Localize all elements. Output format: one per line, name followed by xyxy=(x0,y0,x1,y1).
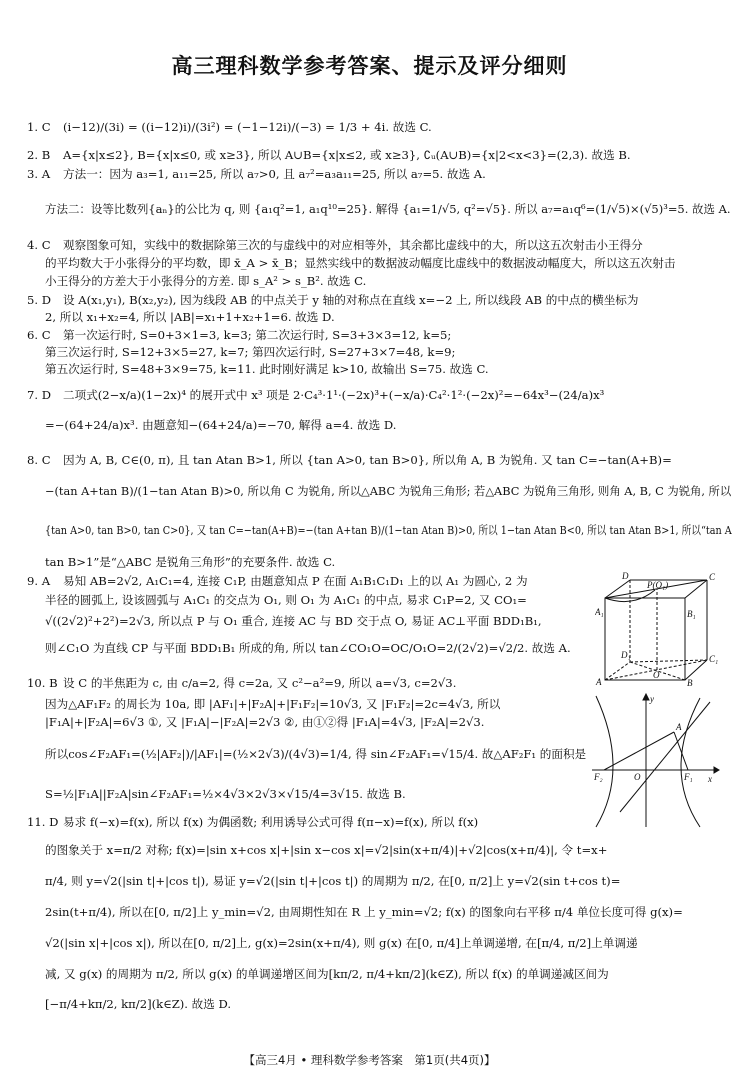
answer-text: √2(|sin x|+|cos x|), 所以在[0, π/2]上, g(x)=2sin(x+π/4), 则 g(x) 在[0, π/4]上单调递增, 在[π/4, π/2]上单调递 xyxy=(45,936,638,950)
question-number: 3. A xyxy=(27,167,51,181)
answer-line xyxy=(45,593,527,608)
answer-text: 易知 AB=2√2, A₁C₁=4, 连接 C₁P, 由题意知点 P 在面 A₁B₁C₁D₁ 上的以 A₁ 为圆心, 2 为 xyxy=(63,574,528,588)
answer-line xyxy=(45,787,406,802)
answer-line xyxy=(45,905,683,920)
answer-line xyxy=(45,555,335,570)
cube-label: C xyxy=(709,572,716,582)
axis-label-y: y xyxy=(650,694,654,704)
answer-line xyxy=(45,274,366,289)
answer-text: 2, 所以 x₁+x₂=4, 所以 |AB|=x₁+1+x₂+1=6. 故选 D. xyxy=(45,310,335,324)
answer-text: π/4, 则 y=√2(|sin t|+|cos t|), 易证 y=√2(|sin t|+|cos t|) 的周期为 π/2, 在[0, π/2]上 y=√2(sin t+cos t)= xyxy=(45,874,621,888)
asymptote xyxy=(620,702,710,812)
answer-text: 的平均数大于小张得分的平均数，即 x̄_A > x̄_B；显然实线中的数据波动幅度比虚线中的数据波动幅度大，所以这五次射击 xyxy=(45,256,676,270)
cube-label: B₁ xyxy=(687,609,696,619)
answer-line xyxy=(27,238,643,253)
answer-text: √((2√2)²+2²)=2√3, 所以点 P 与 O₁ 重合, 连接 AC 与 BD 交于点 O, 易证 AC⊥平面 BDD₁B₁, xyxy=(45,614,542,628)
answer-line xyxy=(27,388,604,403)
cube-label: P(O₁) xyxy=(647,580,669,590)
answer-text: 2sin(t+π/4), 所以在[0, π/2]上 y_min=√2, 由周期性知在 R 上 y_min=√2; f(x) 的图象向右平移 π/4 单位长度可得 g(x)= xyxy=(45,905,683,919)
answer-line xyxy=(45,345,455,360)
answer-text: 设 A(x₁,y₁), B(x₂,y₂), 因为线段 AB 的中点关于 y 轴的对称点在直线 x=−2 上, 所以线段 AB 的中点的横坐标为 xyxy=(63,293,639,307)
axis-label-x: x xyxy=(708,774,712,784)
answer-text: 观察图象可知，实线中的数据除第三次的与虚线中的对应相等外，其余都比虚线中的大，所以这五次射击小王得分 xyxy=(63,238,643,252)
answer-line xyxy=(45,843,607,858)
answer-text: 因为 A, B, C∈(0, π), 且 tan Atan B>1, 所以 {tan A>0, tan B>0}, 所以角 A, B 为锐角. 又 tan C=−tan(A+B)= xyxy=(63,453,672,467)
answer-line xyxy=(27,328,451,343)
answer-text: 所以cos∠F₂AF₁=(½|AF₂|)/|AF₁|=(½×2√3)/(4√3)=1/4, 得 sin∠F₂AF₁=√15/4. 故△AF₂F₁ 的面积是 xyxy=(45,747,587,761)
question-number: 5. D xyxy=(27,293,52,307)
answer-text: (i−12)/(3i) = ((i−12)i)/(3i²) = (−1−12i)/(−3) = 1/3 + 4i. 故选 C. xyxy=(63,120,432,134)
answer-text: 减, 又 g(x) 的周期为 π/2, 所以 g(x) 的单调递增区间为[kπ/2, π/4+kπ/2](k∈Z), 所以 f(x) 的单调递减区间为 xyxy=(45,967,609,981)
question-number: 11. D xyxy=(27,815,59,829)
question-number: 7. D xyxy=(27,388,52,402)
point-label-a: A xyxy=(676,722,682,732)
answer-line xyxy=(45,614,542,629)
page-title: 高三理科数学参考答案、提示及评分细则 xyxy=(171,54,568,78)
answer-text: 易求 f(−x)=f(x), 所以 f(x) 为偶函数; 利用诱导公式可得 f(π−x)=f(x), 所以 f(x) xyxy=(63,815,479,829)
answer-line xyxy=(45,202,731,217)
hyperbola-figure xyxy=(590,692,720,832)
answer-text: tan B>1”是“△ABC 是锐角三角形”的充要条件. 故选 C. xyxy=(45,555,336,569)
answer-line xyxy=(45,310,335,325)
answer-line xyxy=(27,815,478,830)
question-number: 10. B xyxy=(27,676,58,690)
answer-text: 的图象关于 x=π/2 对称; f(x)=|sin x+cos x|+|sin x−cos x|=√2|sin(x+π/4)|+√2|cos(x+π/4)|, 令 t=x+ xyxy=(45,843,608,857)
cube-hidden-edge xyxy=(630,660,707,662)
answer-text: A={x|x≤2}, B={x|x≤0, 或 x≥3}, 所以 A∪B={x|x≤2, 或 x≥3}, ∁ᵤ(A∪B)={x|2<x<3}=(2,3). 故选 B. xyxy=(63,148,631,162)
answer-line xyxy=(27,293,639,308)
cube-label: A₁ xyxy=(595,607,604,617)
answer-line xyxy=(45,747,586,762)
answer-text: 方法二：设等比数列{aₙ}的公比为 q, 则 {a₁q²=1, a₁q¹⁰=25}. 解得 {a₁=1/√5, q²=√5}. 所以 a₇=a₁q⁶=(1/√5)×(√5)³=5. 故选 A. xyxy=(45,202,731,216)
cube-label: D xyxy=(622,572,629,581)
answer-line xyxy=(45,256,675,271)
hyperbola-left-branch xyxy=(596,696,613,827)
cube-edge xyxy=(685,660,707,680)
answer-text: 第一次运行时, S=0+3×1=3, k=3; 第二次运行时, S=3+3×3=12, k=5; xyxy=(63,328,452,342)
cube-front-face xyxy=(605,598,685,680)
segment-af2 xyxy=(604,732,674,770)
x-axis-arrow xyxy=(714,767,719,773)
cube-label: A xyxy=(596,677,602,687)
answer-line xyxy=(45,523,732,538)
answer-text: 半径的圆弧上, 设该圆弧与 A₁C₁ 的交点为 O₁, 则 O₁ 为 A₁C₁ 的中点, 易求 C₁P=2, 又 CO₁= xyxy=(45,593,527,607)
cube-label: C₁ xyxy=(709,654,719,664)
cube-label: O xyxy=(653,670,660,680)
answer-text: 第五次运行时, S=48+3×9=75, k=11. 此时刚好满足 k>10, 故输出 S=75. 故选 C. xyxy=(45,362,489,376)
question-number: 1. C xyxy=(27,120,51,134)
answer-line xyxy=(27,148,631,163)
answer-line xyxy=(45,874,620,889)
answer-line xyxy=(27,453,672,468)
answer-text: −(tan A+tan B)/(1−tan Atan B)>0, 所以角 C 为锐角, 所以△ABC 为锐角三角形; 若△ABC 为锐角三角形, 则角 A, B, C 为锐角, 所以 xyxy=(45,484,732,498)
point-label-f2: F₂ xyxy=(594,772,603,782)
answer-line xyxy=(27,167,486,182)
answer-line xyxy=(45,936,638,951)
cube-label: B xyxy=(687,678,693,687)
question-number: 8. C xyxy=(27,453,51,467)
answer-text: 第三次运行时, S=12+3×5=27, k=7; 第四次运行时, S=27+3×7=48, k=9; xyxy=(45,345,456,359)
answer-text: [−π/4+kπ/2, kπ/2](k∈Z). 故选 D. xyxy=(45,997,232,1011)
answer-text: 因为△AF₁F₂ 的周长为 10a, 即 |AF₁|+|F₂A|+|F₁F₂|=10√3, 又 |F₁F₂|=2c=4√3, 所以 xyxy=(45,697,501,711)
question-number: 4. C xyxy=(27,238,51,252)
answer-line xyxy=(45,997,231,1012)
answer-text: |F₁A|+|F₂A|=6√3 ①, 又 |F₁A|−|F₂A|=2√3 ②, 由①②得 |F₁A|=4√3, |F₂A|=2√3. xyxy=(45,715,485,729)
answer-text: 则∠C₁O 为直线 CP 与平面 BDD₁B₁ 所成的角, 所以 tan∠CO₁O=OC/O₁O=2/(2√2)=√2/2. 故选 A. xyxy=(45,641,571,655)
answer-line xyxy=(45,715,484,730)
answer-text: S=½|F₁A||F₂A|sin∠F₂AF₁=½×4√3×2√3×√15/4=3√15. 故选 B. xyxy=(45,787,406,801)
cube-figure xyxy=(595,572,720,687)
cube-edge xyxy=(685,580,707,598)
answer-line xyxy=(27,574,528,589)
question-number: 9. A xyxy=(27,574,51,588)
answer-line xyxy=(45,484,731,499)
y-axis-arrow xyxy=(643,694,649,700)
answer-text: =−(64+24/a)x³. 由题意知−(64+24/a)=−70, 解得 a=4. 故选 D. xyxy=(45,418,397,432)
answer-text: 设 C 的半焦距为 c, 由 c/a=2, 得 c=2a, 又 c²−a²=9, 所以 a=√3, c=2√3. xyxy=(63,676,457,690)
page-footer: 【高三4月 • 理科数学参考答案 第1页(共4页)】 xyxy=(243,1053,496,1067)
answer-line xyxy=(45,362,489,377)
answer-text: 二项式(2−x/a)(1−2x)⁴ 的展开式中 x³ 项是 2·C₄³·1¹·(−2x)³+(−x/a)·C₄²·1²·(−2x)²=−64x³−(24/a)x³ xyxy=(63,388,605,402)
cube-label: D₁ xyxy=(621,650,631,660)
answer-line xyxy=(45,697,500,712)
answer-line xyxy=(45,967,609,982)
answer-line xyxy=(27,676,456,691)
question-number: 2. B xyxy=(27,148,51,162)
answer-text: {tan A>0, tan B>0, tan C>0}, 又 tan C=−tan(A+B)=−(tan A+tan B)/(1−tan Atan B)>0, 所以 1−tan Atan B<0, 所以 tan Atan B>1, 所以“tan A xyxy=(45,523,732,537)
answer-text: 方法一：因为 a₃=1, a₁₁=25, 所以 a₇>0, 且 a₇²=a₃a₁₁=25, 所以 a₇=5. 故选 A. xyxy=(63,167,486,181)
answer-line xyxy=(27,120,432,135)
answer-line xyxy=(45,641,571,656)
point-label-f1: F₁ xyxy=(684,772,693,782)
answer-line xyxy=(45,418,396,433)
question-number: 6. C xyxy=(27,328,51,342)
point-label-o: O xyxy=(634,772,641,782)
answer-text: 小王得分的方差大于小张得分的方差. 即 s_A² > s_B². 故选 C. xyxy=(45,274,367,288)
